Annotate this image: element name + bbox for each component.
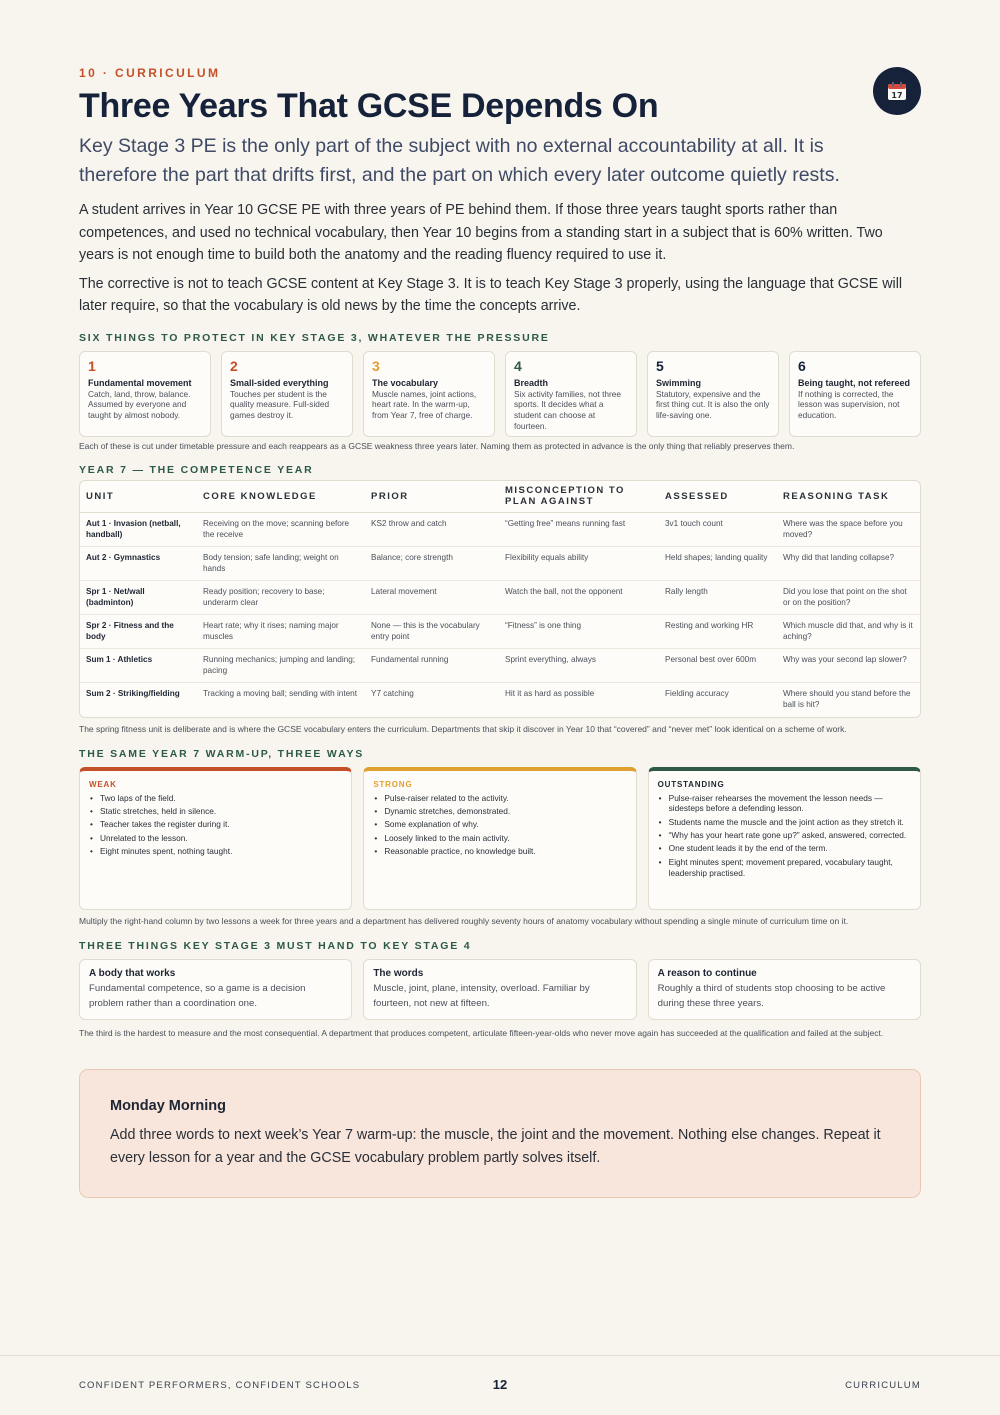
- protect-card: [647, 351, 779, 437]
- year7-table: [79, 480, 921, 718]
- table-row: [80, 547, 920, 581]
- table-cell: Flexibility equals ability: [499, 547, 659, 581]
- table-cell: Heart rate; why it rises; naming major muscles: [197, 615, 365, 649]
- protect-card: [789, 351, 921, 437]
- protect-card-number: 3: [372, 357, 380, 374]
- list-item: • “Why has your heart rate gone up?” asked, answered, corrected.: [658, 830, 911, 841]
- list-item: • Eight minutes spent; movement prepared, vocabulary taught, leadership practised.: [658, 857, 911, 879]
- protect-card-number: 5: [656, 357, 664, 374]
- list-item: • One student leads it by the end of the term.: [658, 843, 911, 854]
- handoff-card-title: The words: [373, 967, 424, 979]
- protect-heading: SIX THINGS TO PROTECT IN KEY STAGE 3, WHATEVER THE PRESSURE: [79, 331, 550, 344]
- protect-card: [79, 351, 211, 437]
- table-cell: Y7 catching: [371, 688, 414, 698]
- list-item: • Pulse-raiser rehearses the movement the lesson needs — sidesteps before a defending lesson.: [658, 793, 911, 815]
- table-cell: Personal best over 600m: [659, 649, 777, 683]
- warmup-card-label: STRONG: [373, 779, 413, 789]
- protect-note: Each of these is cut under timetable pressure and each reappears as a GCSE weakness three years later. Naming them as protected in advance is the only thing that reliably preserves them.: [79, 440, 795, 451]
- table-cell: “Getting free” means running fast: [499, 513, 659, 547]
- unit-cell: Spr 1 · Net/wall (badminton): [80, 581, 197, 615]
- list-item: • Some explanation of why.: [373, 819, 626, 830]
- protect-card-title: The vocabulary: [372, 377, 439, 388]
- lede: Key Stage 3 PE is the only part of the subject with no external accountability at all. It is therefore the part that drifts first, and the part on which every later outcome quietly rests.: [79, 135, 840, 186]
- protect-card-text: Muscle names, joint actions, heart rate. In the warm-up, from Year 7, free of charge.: [372, 388, 477, 420]
- protect-card-title: Small-sided everything: [230, 377, 329, 388]
- protect-card-title: Swimming: [656, 377, 702, 388]
- table-row: [80, 683, 920, 717]
- handoff-card: [79, 959, 352, 1020]
- table-cell: Fundamental running: [365, 649, 499, 683]
- table-row: [80, 615, 920, 649]
- table-cell: Why did that landing collapse?: [777, 547, 920, 581]
- table-cell: Which muscle did that, and why is it aching?: [777, 615, 920, 649]
- table-cell: Held shapes; landing quality: [659, 547, 777, 581]
- callout-text: Add three words to next week’s Year 7 warm-up: the muscle, the joint and the movement. Nothing else changes. Repeat it every lesson for a year and the GCSE vocabulary problem partly solves itself.: [110, 1127, 881, 1166]
- warmup-card: [79, 767, 352, 910]
- calendar-icon: [873, 67, 921, 115]
- warmup-note: Multiply the right-hand column by two lessons a week for three years and a department has delivered roughly seventy hours of anatomy vocabulary without spending a single minute of curriculum time on it.: [79, 915, 849, 926]
- protect-card-text: Touches per student is the quality measure. Full-sided games destroy it.: [230, 388, 330, 420]
- handoff-card: [363, 959, 636, 1020]
- year7-note: The spring fitness unit is deliberate and is where the GCSE vocabulary enters the curriculum. Departments that skip it discover in Year 10 that “covered” and “never met” look identical on a scheme of work.: [79, 723, 847, 734]
- table-cell: Running mechanics; jumping and landing; pacing: [197, 649, 365, 683]
- list-item: • Two laps of the field.: [89, 793, 342, 804]
- table-row: [80, 513, 920, 547]
- protect-card-text: Six activity families, not three sports. It decides what a student can choose at fourteen.: [514, 388, 621, 431]
- table-cell: Where should you stand before the ball is hit?: [783, 688, 911, 709]
- table-cell: None — this is the vocabulary entry point: [365, 615, 499, 649]
- list-item: • Unrelated to the lesson.: [89, 833, 342, 844]
- protect-card-number: 6: [798, 357, 806, 374]
- list-item: • Dynamic stretches, demonstrated.: [373, 806, 626, 817]
- intro-paragraph: A student arrives in Year 10 GCSE PE with three years of PE behind them. If those three years taught sports rather than competences, and used no technical vocabulary, then Year 10 begins from a standing start in a subject that is 60% written. Two years is not enough time to build both the anatomy and the reading fluency required to use it.: [79, 202, 883, 263]
- table-cell: “Fitness” is one thing: [499, 615, 659, 649]
- unit-cell: Sum 2 · Striking/fielding: [86, 688, 180, 698]
- protect-card: [363, 351, 495, 437]
- unit-cell: Spr 2 · Fitness and the body: [80, 615, 197, 649]
- table-cell: Body tension; safe landing; weight on hands: [197, 547, 365, 581]
- table-cell: 3v1 touch count: [659, 513, 777, 547]
- handoff-card-title: A body that works: [89, 967, 176, 979]
- warmup-card-label: WEAK: [89, 779, 117, 789]
- footer-publication: CONFIDENT PERFORMERS, CONFIDENT SCHOOLS: [79, 1380, 361, 1391]
- handoff-note: The third is the hardest to measure and the most consequential. A department that produces competent, articulate fifteen-year-olds who never move again has succeeded at the qualification and failed at the subject.: [79, 1027, 884, 1038]
- table-cell: Hit it as hard as possible: [505, 688, 595, 698]
- table-cell: Ready position; recovery to base; underarm clear: [197, 581, 365, 615]
- table-cell: Why was your second lap slower?: [777, 649, 920, 683]
- protect-card-title: Fundamental movement: [88, 377, 192, 388]
- table-cell: Rally length: [659, 581, 777, 615]
- unit-cell: Sum 1 · Athletics: [80, 649, 197, 683]
- monday-morning-callout: [79, 1069, 921, 1198]
- table-cell: Where was the space before you moved?: [777, 513, 920, 547]
- table-cell: Watch the ball, not the opponent: [499, 581, 659, 615]
- handoff-card: [648, 959, 921, 1020]
- list-item: • Static stretches, held in silence.: [89, 806, 342, 817]
- warmup-list: [658, 793, 911, 879]
- protect-card-title: Being taught, not refereed: [798, 377, 911, 388]
- table-cell: Fielding accuracy: [665, 688, 729, 698]
- handoff-card-text: Fundamental competence, so a game is a decision problem rather than a coordination one.: [89, 982, 306, 1009]
- warmup-card-label: OUTSTANDING: [657, 779, 725, 789]
- handoff-card-text: Muscle, joint, plane, intensity, overload. Familiar by fourteen, not new at fifteen.: [373, 982, 590, 1009]
- list-item: • Students name the muscle and the joint action as they stretch it.: [658, 817, 911, 828]
- column-header: PRIOR: [365, 481, 499, 513]
- table-cell: Receiving on the move; scanning before the receive: [197, 513, 365, 547]
- protect-card-number: 1: [88, 357, 96, 374]
- callout-title: Monday Morning: [110, 1098, 226, 1114]
- warmup-list: [89, 793, 342, 857]
- warmup-card: [648, 767, 921, 910]
- column-header: UNIT: [80, 481, 197, 513]
- intro-paragraph: The corrective is not to teach GCSE content at Key Stage 3. It is to teach Key Stage 3 properly, using the language that GCSE will later require, so that the vocabulary is old news by the time the concepts arrive.: [79, 275, 903, 314]
- table-cell: Sprint everything, always: [499, 649, 659, 683]
- svg-text:17: 17: [891, 91, 903, 100]
- table-cell: Lateral movement: [365, 581, 499, 615]
- list-item: • Eight minutes spent, nothing taught.: [89, 846, 342, 857]
- column-header: CORE KNOWLEDGE: [197, 481, 365, 513]
- warmup-cards: [79, 767, 921, 910]
- handoff-cards: [79, 959, 921, 1020]
- page-title: Three Years That GCSE Depends On: [79, 87, 659, 125]
- protect-card-text: Statutory, expensive and the first thing cut. It is also the only life-saving one.: [656, 388, 770, 420]
- list-item: • Loosely linked to the main activity.: [373, 833, 626, 844]
- table-cell: Tracking a moving ball; sending with intent: [203, 688, 357, 698]
- page-footer: [0, 1355, 1000, 1415]
- handoff-card-title: A reason to continue: [657, 967, 757, 979]
- table-cell: KS2 throw and catch: [365, 513, 499, 547]
- unit-cell: Aut 2 · Gymnastics: [80, 547, 197, 581]
- handoff-card-text: Roughly a third of students stop choosing to be active during these three years.: [657, 982, 886, 1009]
- table-cell: Did you lose that point on the shot or on the position?: [777, 581, 920, 615]
- warmup-card: [363, 767, 636, 910]
- footer-section: CURRICULUM: [845, 1380, 921, 1391]
- table-row: [80, 649, 920, 683]
- protect-card-number: 2: [230, 357, 238, 374]
- page-content: [79, 66, 921, 1039]
- unit-cell: Aut 1 · Invasion (netball, handball): [80, 513, 197, 547]
- protect-card-text: If nothing is corrected, the lesson was supervision, not education.: [798, 388, 900, 420]
- list-item: • Reasonable practice, no knowledge built.: [373, 846, 626, 857]
- year7-heading: YEAR 7 — THE COMPETENCE YEAR: [79, 463, 314, 476]
- table-cell: Balance; core strength: [365, 547, 499, 581]
- column-header: MISCONCEPTION TO PLAN AGAINST: [499, 481, 659, 513]
- warmup-heading: THE SAME YEAR 7 WARM-UP, THREE WAYS: [79, 747, 365, 760]
- list-item: • Teacher takes the register during it.: [89, 819, 342, 830]
- protect-cards: [79, 351, 921, 437]
- table-row: [80, 581, 920, 615]
- protect-card-text: Catch, land, throw, balance. Assumed by everyone and taught by almost nobody.: [88, 388, 191, 420]
- column-header: ASSESSED: [659, 481, 777, 513]
- column-header: REASONING TASK: [777, 481, 920, 513]
- protect-card: [505, 351, 637, 437]
- page-number: 12: [492, 1377, 508, 1392]
- handoff-heading: THREE THINGS KEY STAGE 3 MUST HAND TO KEY STAGE 4: [79, 939, 472, 952]
- list-item: • Pulse-raiser related to the activity.: [373, 793, 626, 804]
- table-cell: Resting and working HR: [659, 615, 777, 649]
- protect-card-title: Breadth: [514, 377, 549, 388]
- section-eyebrow: 10 · CURRICULUM: [79, 66, 221, 80]
- protect-card: [221, 351, 353, 437]
- warmup-list: [373, 793, 626, 857]
- protect-card-number: 4: [514, 357, 522, 374]
